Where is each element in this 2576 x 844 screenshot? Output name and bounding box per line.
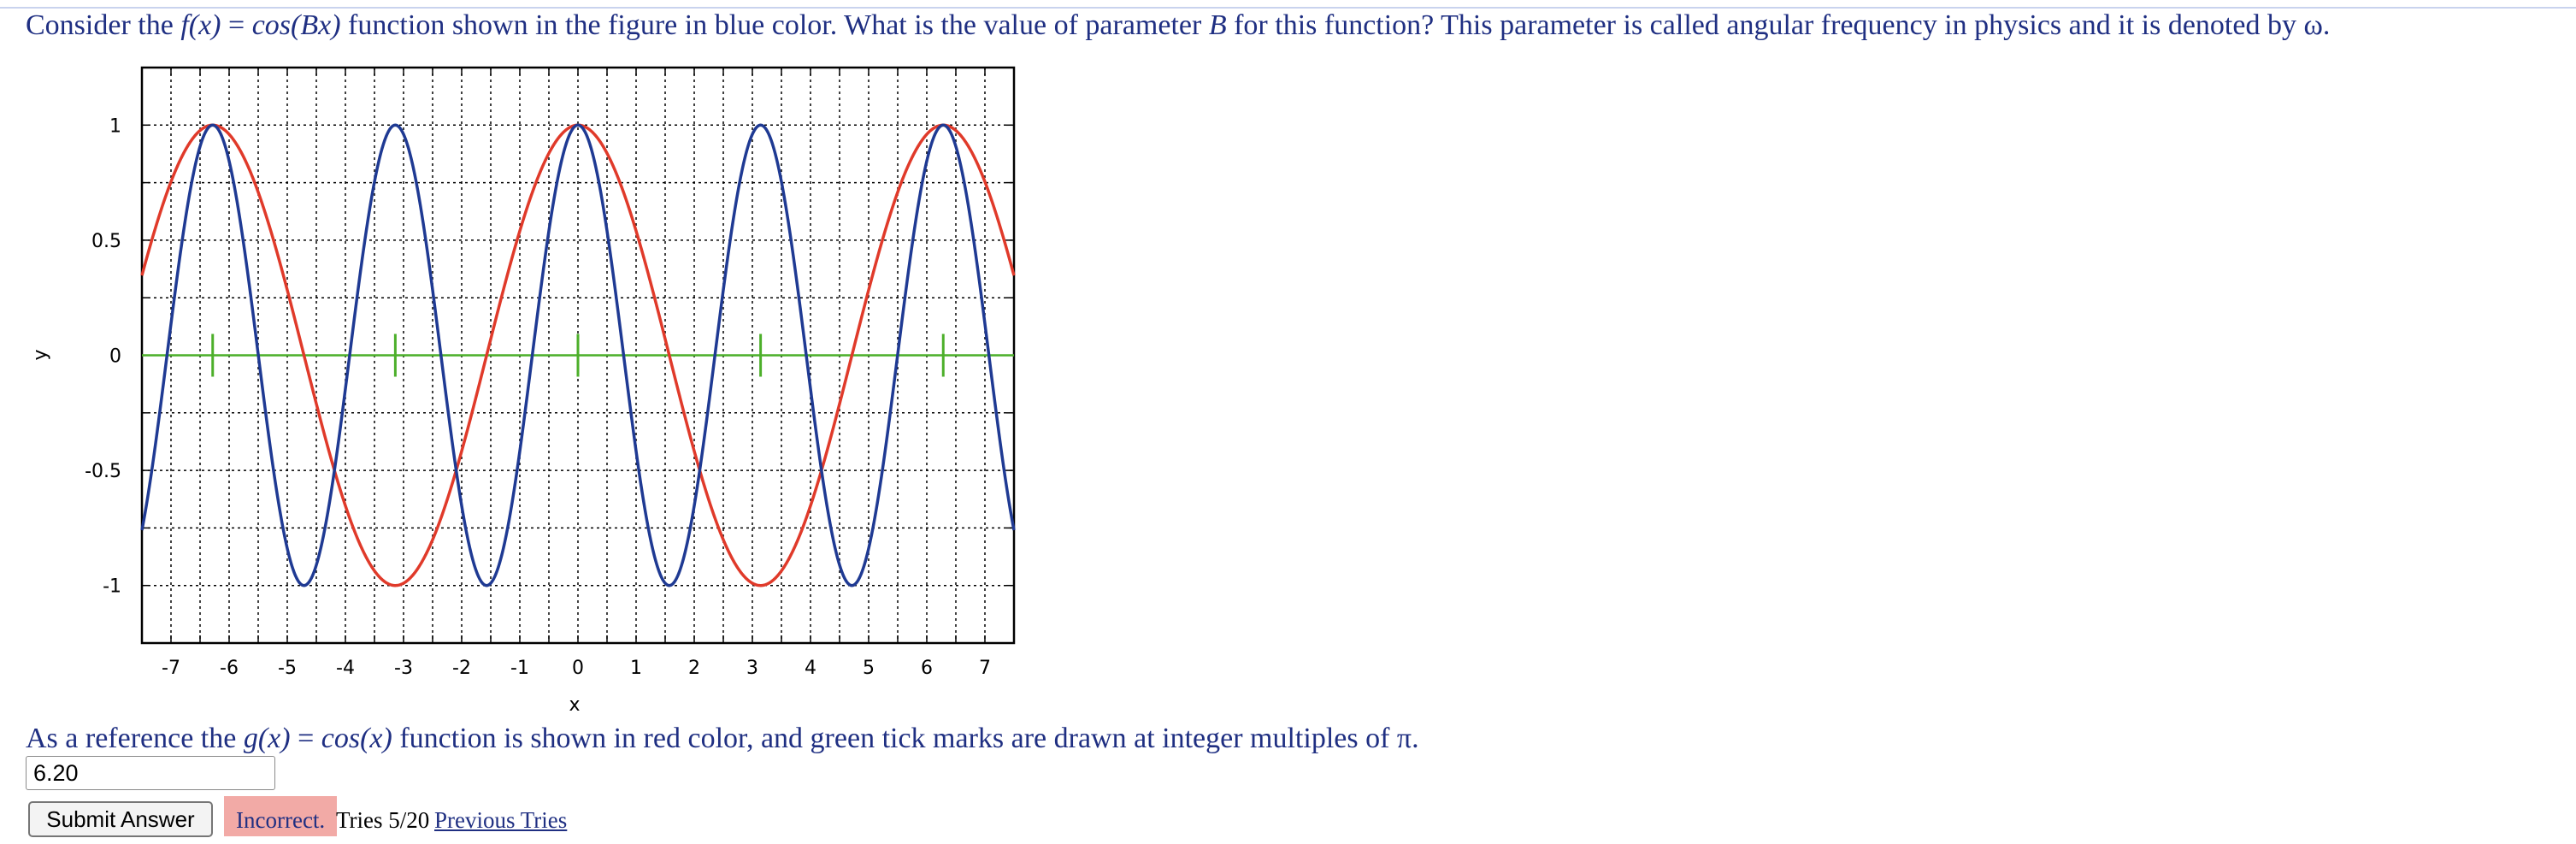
x-tick-labels — [162, 658, 991, 679]
x-tick-label: -6 — [220, 658, 239, 679]
reference-part-2: function is shown in red color, and green tick marks are drawn at integer multiples of π. — [392, 723, 1419, 754]
x-tick-label: -7 — [162, 658, 180, 679]
math-cosx: cos(x) — [321, 723, 392, 754]
x-tick-label: -2 — [452, 658, 471, 679]
y-axis-label: y — [30, 349, 51, 361]
question-text — [26, 5, 2330, 46]
y-tick-label: 1 — [109, 115, 121, 138]
reference-text — [26, 718, 1419, 759]
x-tick-label: 0 — [572, 658, 584, 679]
answer-field[interactable] — [26, 756, 275, 790]
x-tick-label: 1 — [630, 658, 642, 679]
x-tick-label: -3 — [394, 658, 413, 679]
math-fx: f(x) — [180, 9, 221, 41]
x-tick-label: 6 — [921, 658, 933, 679]
y-tick-label: -1 — [103, 575, 121, 598]
x-tick-label: 4 — [805, 658, 816, 679]
equals-sign: = — [221, 9, 252, 41]
x-tick-label: 2 — [688, 658, 700, 679]
x-tick-label: 7 — [979, 658, 991, 679]
y-tick-label: -0.5 — [85, 461, 121, 483]
math-gx: g(x) — [243, 723, 291, 754]
function-plot — [0, 51, 1026, 718]
x-tick-label: -5 — [278, 658, 297, 679]
reference-part-1: As a reference the — [26, 723, 244, 754]
tries-count: Tries 5/20 — [336, 807, 430, 833]
x-tick-label: 5 — [863, 658, 875, 679]
question-part-1: Consider the — [26, 9, 181, 41]
previous-tries-link[interactable]: Previous Tries — [434, 807, 568, 833]
math-cosbx: cos(Bx) — [251, 9, 341, 41]
x-axis-label: x — [569, 694, 581, 716]
y-tick-label: 0.5 — [91, 230, 121, 252]
reference-equals: = — [290, 723, 321, 754]
submit-answer-button[interactable]: Submit Answer — [28, 801, 213, 837]
y-tick-labels — [85, 115, 121, 597]
x-tick-label: 3 — [746, 658, 758, 679]
y-tick-label: 0 — [109, 345, 121, 368]
question-part-2: function shown in the figure in blue color. What is the value of parameter — [340, 9, 1209, 41]
math-param-b: B — [1208, 9, 1227, 41]
x-tick-label: -1 — [510, 658, 529, 679]
incorrect-badge: Incorrect. — [224, 796, 337, 836]
question-part-3: for this function? This parameter is called angular frequency in physics and it is denoted by ω. — [1226, 9, 2331, 41]
x-tick-label: -4 — [336, 658, 355, 679]
